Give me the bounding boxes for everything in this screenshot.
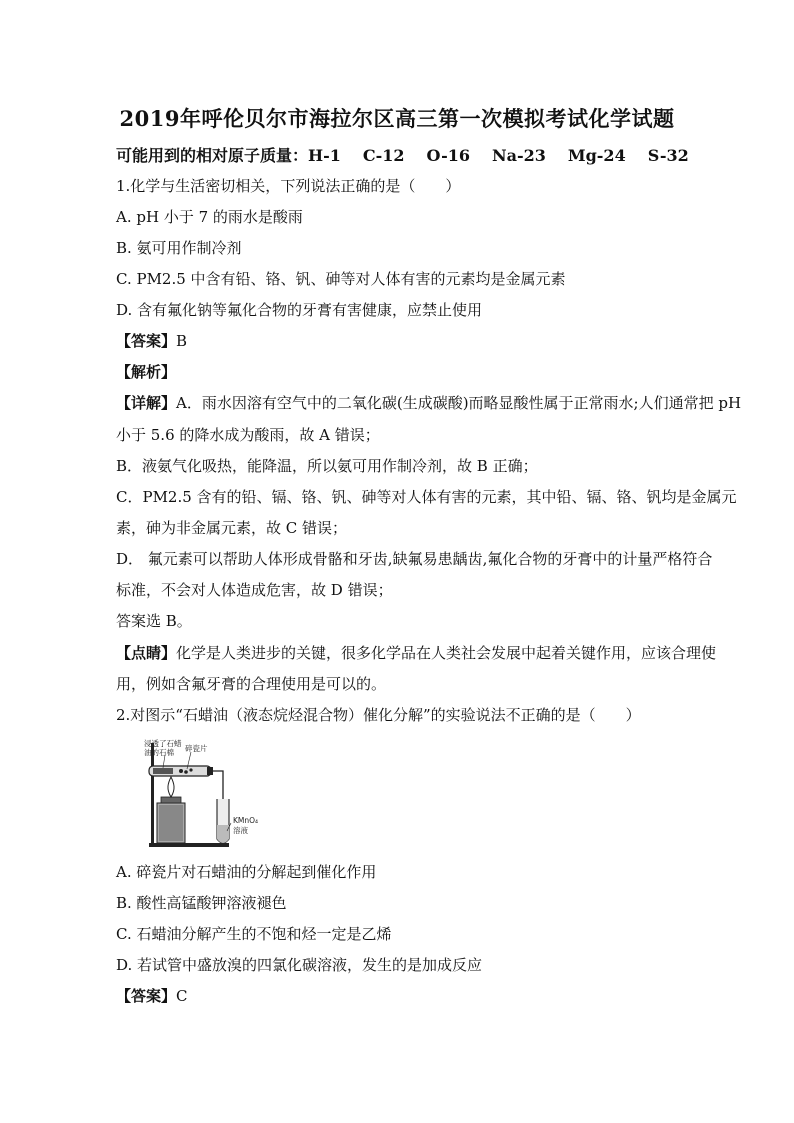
q1-detail-line: 答案选 B。 [116,612,192,630]
q1-comment-tag: 【点睛】 [116,644,177,662]
q1-detail-line: 标准，不会对人体造成危害，故 D 错误； [116,581,393,599]
paraffin-asbestos [153,768,173,774]
stand-rod [151,743,154,844]
q1-detail-line: 小于 5.6 的降水成为酸雨，故 A 错误； [116,426,380,444]
mass-item: Mg-24 [567,146,626,165]
q1-detail-line [116,393,741,413]
figure-label: 浸透了石蜡 [144,739,182,748]
mass-item: O-16 [426,146,470,165]
q1-comment-line [116,643,716,663]
apparatus-figure [143,739,261,851]
figure-label: KMnO₄ [233,816,259,825]
q1-option-a: A. pH 小于 7 的雨水是酸雨 [116,208,303,226]
figure-label: 溶液 [233,826,248,835]
atomic-masses [116,143,711,166]
q1-answer [116,331,187,351]
q2-answer [116,986,188,1006]
q2-answer-tag: 【答案】 [116,987,177,1005]
stand-base [149,843,229,847]
q1-option-b: B. 氨可用作制冷剂 [116,239,242,257]
q2-stem: 2.对图示“石蜡油（液态烷烃混合物）催化分解”的实验说法不正确的是（ ） [116,706,641,724]
q1-analysis-tag: 【解析】 [116,363,177,381]
figure-label: 油的石棉 [144,748,174,757]
burner-fill [159,805,183,841]
flame-icon [168,777,174,797]
q1-option-d: D. 含有氟化钠等氟化合物的牙膏有害健康，应禁止使用 [116,301,483,319]
q1-comment-line: 用，例如含氟牙膏的合理使用是可以的。 [116,675,387,693]
mass-item: Na-23 [491,146,546,165]
stopper [207,767,213,775]
porcelain-chip [189,768,192,771]
kmno4-solution [217,825,229,843]
atomic-masses-label: 可能用到的相对原子质量： [116,146,309,165]
q1-detail-line: D． 氟元素可以帮助人体形成骨骼和牙齿,缺氟易患龋齿,氟化合物的牙膏中的计量严格符合 [116,550,713,568]
q1-answer-tag: 【答案】 [116,332,177,350]
q1-detail-line: 素，砷为非金属元素，故 C 错误； [116,519,348,537]
figure-label: 碎瓷片 [185,744,208,753]
mass-item: H-1 [308,146,341,165]
q1-comment-text: 化学是人类进步的关键，很多化学品在人类社会发展中起着关键作用，应该合理使 [176,644,717,662]
q2-answer-value: C [176,987,188,1005]
mass-item: S-32 [647,146,689,165]
q1-detail-line: C．PM2.5 含有的铅、镉、铬、钒、砷等对人体有害的元素，其中铅、镉、铬、钒均是金属元 [116,488,737,506]
q2-option-d: D. 若试管中盛放溴的四氯化碳溶液，发生的是加成反应 [116,956,483,974]
q1-detail-line: B．液氨气化吸热，能降温，所以氨可用作制冷剂，故 B 正确； [116,457,538,475]
q1-option-c: C. PM2.5 中含有铅、铬、钒、砷等对人体有害的元素均是金属元素 [116,270,566,288]
mass-item: C-12 [362,146,405,165]
q2-option-a: A. 碎瓷片对石蜡油的分解起到催化作用 [116,863,377,881]
q1-detail-text: A．雨水因溶有空气中的二氧化碳(生成碳酸)而略显酸性属于正常雨水;人们通常把 pH [176,394,742,412]
q1-stem: 1.化学与生活密切相关，下列说法正确的是（ ） [116,177,461,195]
page-title: 2019年呼伦贝尔市海拉尔区高三第一次模拟考试化学试题 [119,106,675,131]
q2-option-c: C. 石蜡油分解产生的不饱和烃一定是乙烯 [116,925,392,943]
porcelain-chip [179,769,183,773]
q1-answer-value: B [176,332,188,350]
porcelain-chip [184,770,188,774]
q1-detail-tag: 【详解】 [116,394,177,412]
q2-option-b: B. 酸性高锰酸钾溶液褪色 [116,894,287,912]
